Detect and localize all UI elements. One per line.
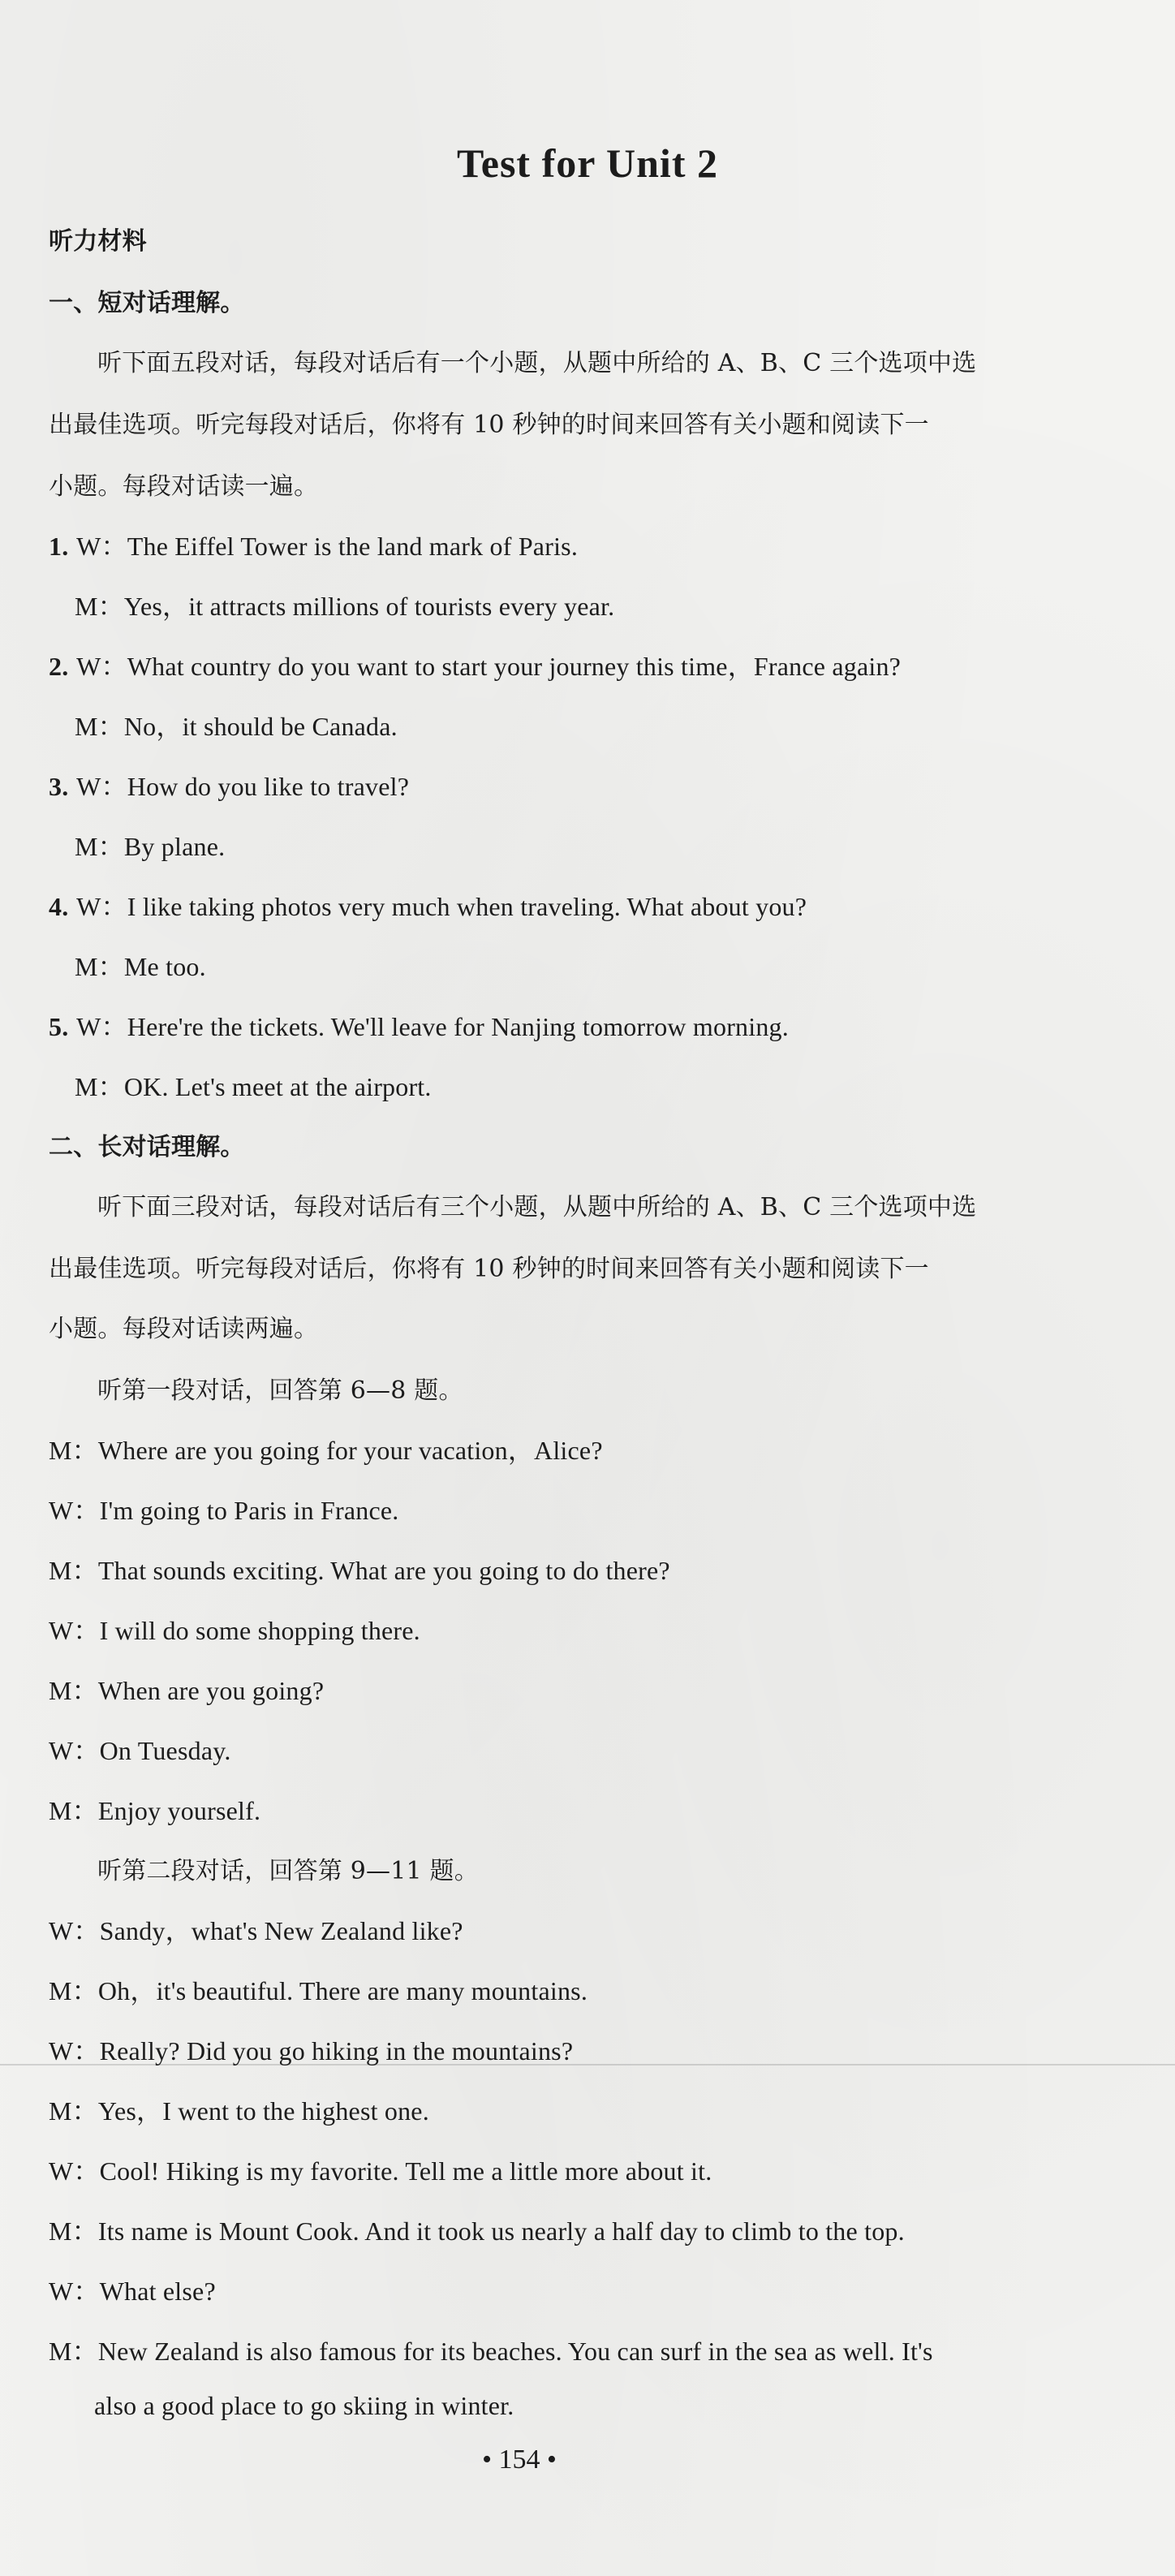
dialog-line: M：Where are you going for your vacation，Alice? <box>49 1436 603 1465</box>
dialogue-item <box>49 766 409 803</box>
dialogue-item <box>49 1006 789 1044</box>
part1-instruction-line: 出最佳选项。听完每段对话后，你将有 10 秒钟的时间来回答有关小题和阅读下一 <box>49 411 929 439</box>
man-line: M：OK. Let's meet at the airport. <box>75 1072 432 1101</box>
dialogue-item <box>49 526 578 563</box>
woman-line: W：I like taking photos very much when traveling. What about you? <box>76 892 807 921</box>
item-number: 4. <box>49 892 69 921</box>
part2-instruction-line: 听下面三段对话，每段对话后有三个小题，从题中所给的 A、B、C 三个选项中选 <box>97 1193 977 1221</box>
dialog-line: M：Yes，I went to the highest one. <box>49 2096 429 2126</box>
dialog-line: W：What else? <box>49 2277 216 2306</box>
woman-line: W：The Eiffel Tower is the land mark of Paris. <box>76 532 579 561</box>
dialog-line: M：Its name is Mount Cook. And it took us nearly a half day to climb to the top. <box>49 2216 905 2246</box>
man-line: M：No，it should be Canada. <box>75 712 398 741</box>
dialog-line: W：Really? Did you go hiking in the mountains? <box>49 2036 574 2066</box>
man-line: M：By plane. <box>75 832 226 861</box>
dialog-line: W：Cool! Hiking is my favorite. Tell me a little more about it. <box>49 2156 712 2186</box>
part1-instruction-line: 听下面五段对话，每段对话后有一个小题，从题中所给的 A、B、C 三个选项中选 <box>97 349 977 377</box>
dialog-line: W：Sandy，what's New Zealand like? <box>49 1916 463 1945</box>
page-title: Test for Unit 2 <box>457 140 718 186</box>
page-number: • 154 • <box>482 2445 557 2475</box>
item-number: 2. <box>49 652 69 681</box>
scan-fold-line <box>0 2064 1175 2066</box>
dialog-line: M：That sounds exciting. What are you going to do there? <box>49 1556 670 1585</box>
woman-line: W：What country do you want to start your journey this time，France again? <box>76 652 902 681</box>
dialog-line: also a good place to go skiing in winter. <box>94 2391 514 2420</box>
dialog-line: W：I'm going to Paris in France. <box>49 1496 399 1525</box>
man-line: M：Yes，it attracts millions of tourists every year. <box>75 592 615 621</box>
dialog-line: M：Enjoy yourself. <box>49 1796 261 1825</box>
dialogue-item <box>49 646 901 683</box>
part2-instruction-line: 出最佳选项。听完每段对话后，你将有 10 秒钟的时间来回答有关小题和阅读下一 <box>49 1255 929 1283</box>
item-number: 1. <box>49 532 69 561</box>
section-heading: 听力材料 <box>49 227 147 256</box>
woman-line: W：How do you like to travel? <box>76 772 410 801</box>
dialog-line: M：Oh，it's beautiful. There are many mountains. <box>49 1976 588 2005</box>
part2-instruction-line: 小题。每段对话读两遍。 <box>49 1315 319 1343</box>
dialog-line: W：I will do some shopping there. <box>49 1616 420 1645</box>
part2-heading: 二、长对话理解。 <box>49 1133 245 1161</box>
item-number: 3. <box>49 772 69 801</box>
part1-heading: 一、短对话理解。 <box>49 289 245 317</box>
dialog2-intro: 听第二段对话，回答第 9—11 题。 <box>97 1857 479 1885</box>
dialog-line: W：On Tuesday. <box>49 1736 231 1765</box>
dialogue-item <box>49 886 807 924</box>
dialog-line: M：New Zealand is also famous for its beaches. You can surf in the sea as well. It's <box>49 2337 933 2366</box>
part1-instruction-line: 小题。每段对话读一遍。 <box>49 472 319 501</box>
dialog-line: M：When are you going? <box>49 1676 325 1705</box>
item-number: 5. <box>49 1012 69 1041</box>
dialog1-intro: 听第一段对话，回答第 6—8 题。 <box>97 1376 463 1405</box>
man-line: M：Me too. <box>75 952 206 981</box>
woman-line: W：Here're the tickets. We'll leave for Nanjing tomorrow morning. <box>76 1012 789 1041</box>
